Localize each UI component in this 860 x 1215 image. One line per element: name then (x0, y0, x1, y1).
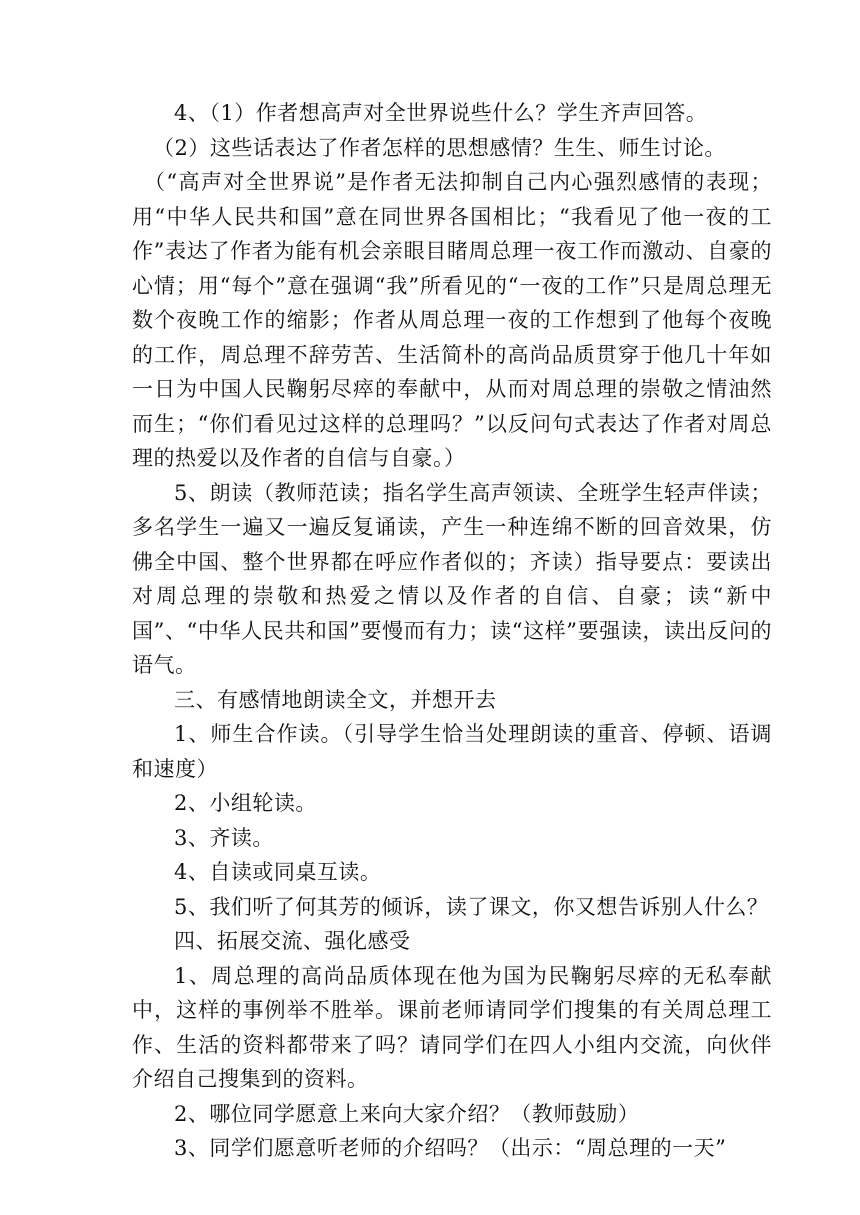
paragraph-question-4-2: （2）这些话表达了作者怎样的思想感情？生生、师生讨论。 (153, 135, 726, 160)
list-item: 2、小组轮读。 (174, 791, 317, 815)
list-item: 4、自读或同桌互读。 (174, 860, 382, 884)
section-heading-4: 四、拓展交流、强化感受 (174, 929, 411, 953)
list-item: 1、师生合作读。（引导学生恰当处理朗读的重音、停顿、语调和速度） (132, 722, 772, 781)
list-item: 3、齐读。 (174, 825, 274, 850)
list-item: 1、周总理的高尚品质体现在他为国为民鞠躬尽瘁的无私奉献中，这样的事例举不胜举。课前老师请同学们搜集的有关周总理工作、生活的资料都带来了吗？请同学们在四人小组内交流，向伙伴介绍自己搜集到的资料。 (132, 963, 772, 1091)
section-heading-3: 三、有感情地朗读全文，并想开去 (174, 687, 497, 712)
list-item: 3、同学们愿意听老师的介绍吗？（出示：“周总理的一天” (174, 1136, 727, 1160)
document-body (132, 96, 772, 1166)
list-item: 2、哪位同学愿意上来向大家介绍？（教师鼓励） (174, 1101, 640, 1126)
paragraph-question-4-1: 4、（1）作者想高声对全世界说些什么？学生齐声回答。 (174, 101, 708, 125)
paragraph-reading-5: 5、朗读（教师范读；指名学生高声领读、全班学生轻声伴读；多名学生一遍又一遍反复诵读，产生一种连绵不断的回音效果，仿佛全中国、整个世界都在呼应作者似的；齐读）指导要点：要读出对周总理的崇敬和热爱之情以及作者的自信、自豪；读“新中国”、“中华人民共和国”要慢而有力；读“这样”要强读，读出反问的语气。 (132, 480, 772, 677)
list-item: 5、我们听了何其芳的倾诉，读了课文，你又想告诉别人什么？ (174, 894, 769, 919)
paragraph-explanation: （“高声对全世界说”是作者无法抑制自己内心强烈感情的表现；用“中华人民共和国”意在同世界各国相比；“我看见了他一夜的工作”表达了作者为能有机会亲眼目睹周总理一夜工作而激动、自豪的心情；用“每个”意在强调“我”所看见的“一夜的工作”只是周总理无数个夜晚工作的缩影；作者从周总理一夜的工作想到了他每个夜晚的工作，周总理不辞劳苦、生活简朴的高尚品质贯穿于他几十年如一日为中国人民鞠躬尽瘁的奉献中，从而对周总理的崇敬之情油然而生；“你们看见过这样的总理吗？”以反问句式表达了作者对周总理的热爱以及作者的自信与自豪。） (132, 170, 772, 470)
